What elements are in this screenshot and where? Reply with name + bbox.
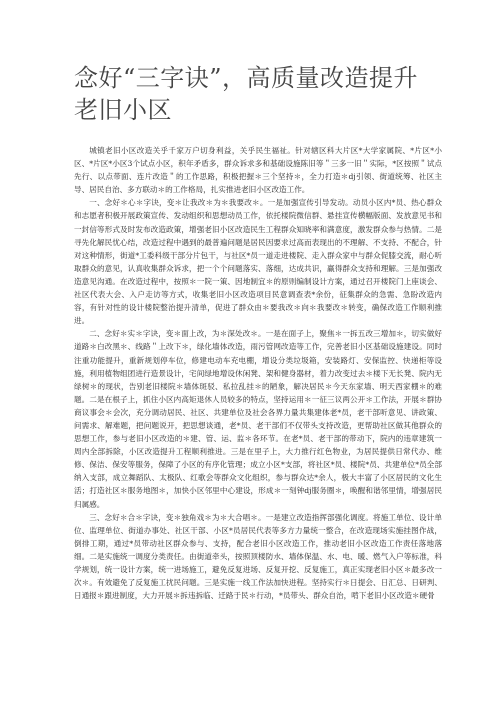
paragraph-section-3: 三、念好＊合＊字诀，变＊独角戏＊为＊大合唱＊。一是建立改造指挥部强化调度。将施工单位、设计单位、监理单位、街道办事处、社区干部、小区*员居民代表等多方力量统一整合，在改造现场实施挂图作战，倒排工期，通过*员带动社区群众参与、支持，配合老旧小区改造工作，推动老旧小区改造工作责任落地落细。二是实施统一调度分类责任。由街道牵头，按照顶楼防水、墙体保温、水、电、暖、燃气入户等标准，科学规划，统一设计方案，统一进场施工，避免反复进场、反复开挖、反复施工，真正实现老旧小区＊最多改一次＊。有效避免了反复施工扰民问题。三是实施一线工作法加快进程。坚持实行＊日提会、日汇总、日研判、日通报＊跟进制度，大力开展＊拆违拆临、迁路于民＊行动，*员带头、群众自治，啃下老旧小区改造＊硬骨	[74, 512, 442, 601]
document-title: 念好“三字诀”，高质量改造提升老旧小区	[74, 64, 419, 124]
paragraph-section-2: 二、念好＊实＊字诀，变＊面上改，为＊深处改＊。一是在面子上，聚焦＊一拆五改三增加＊，切实做好道路＊白改黑＊、线路＂上改下＊，绿化墙体改造，雨污管网改造等工作，完善老旧小区基础设施建设。同时注重功能提升，重新规划停车位，修建电动车充电棚，增设分类垃圾箱，安装路灯、安保监控、快递柜等设施，利用植物组团进行造景设计，宅间绿地增设休闲凳、架和健身器材，着力改变过去＊楼下无长凳、院内无绿树＊的现状，告别老旧楼院＊墙体斑驳、私拉乱挂＊的陋象，解决居民＊今天东家墙、明天西家棚＊的难题。二是在根子上，抓住小区内高矩退休人员较多的特点，坚持运用＊一征三议两公开＊工作法，开展＊群协商议事会＊会次，充分调动居民、社区、共建单位及社会各界力量共集建体老*员，老干部听意见、讲政策、问需求、解难题，把问题说开，把思想谈通，老*员、老干部们不仅带头支持改造，更帮助社区做其他群众的思想工作，参与老旧小区改造的＊建、管、运、监＊各环节。在老*员、老干部的带动下，院内的违章建筑一周内全部拆除，小区改造提升工程顺利推进。三是在里子上，大力推行红色物业，为居民提供日常代办、维修、保洁、保安等服务，保障了小区的有序化管理；成立小区*支部，将社区*员、楼院*员、共建单位*员全部纳入支部，成立舞蹈队、太极队、红歌会等群众文化组织，参与群众达*余人，极大丰富了小区居民的文化生活；打造社区＊服务地图＊，加快小区邻里中心建设，形成＊一刻钟dj服务圈＊，唤醒和谐邻里情，增强居民归属感。	[74, 329, 442, 509]
paragraph-section-1: 一、念好＊心＊字诀，变＊让我改＊为＊我要改＊。一是加强宣传引导发动。动员小区内*员、热心群众和志愿者积极开展政策宣传、发动组织和思想动员工作，依托楼院微信群、悬挂宣传横幅版面、发放意见书和一封信等形式及时发布改造政策，增强老旧小区改造民生工程群众知晓率和满意度，激发群众参与热情。二是寻先化解民忧心结，改造过程中遇到的最普遍问题是居民因要求过高而表现出的不理解、不支持、不配合，针对这种情形，街道*工委科级干部分片包干，与社区*员一道走进楼院、走入群众家中与群众促膝交流，耐心听取群众的意见，认真收集群众诉求，把一个个问题落实、落细，达成共识，赢得群众支持和理解。三是加强改造意见沟通。在改造过程中，按照＊一院一策、因地制宜＊的原则编制设计方案，通过召开楼院门上座谈会、社区代表大会、入户走访等方式，收集老旧小区改造项目民意调查表*余份，征集群众的急需、急盼改造内容，有针对性的设计楼院整治提升清单，促进了群众由＊要我改＊向＊我要改＊转变，确保改造工作顺利推进。	[74, 198, 442, 326]
paragraph-intro: 城镇老旧小区改造关乎千家万户切身利益，关乎民生福祉。针对辖区科大片区*大学家属院、*片区*小区、*片区*小区3个试点小区，积年矛盾多，群众诉求多和基础设施陈旧等＂三多一旧＂实际，*区按照＂试点先行、以点带面、连片改造＂的工作思路，积极把握＊三个坚持＊，全力打造＊dj引领、街道统筹、社区主导、居民自治、多方联动＊的工作格局，扎实推进老旧小区改造工作。	[74, 146, 442, 195]
